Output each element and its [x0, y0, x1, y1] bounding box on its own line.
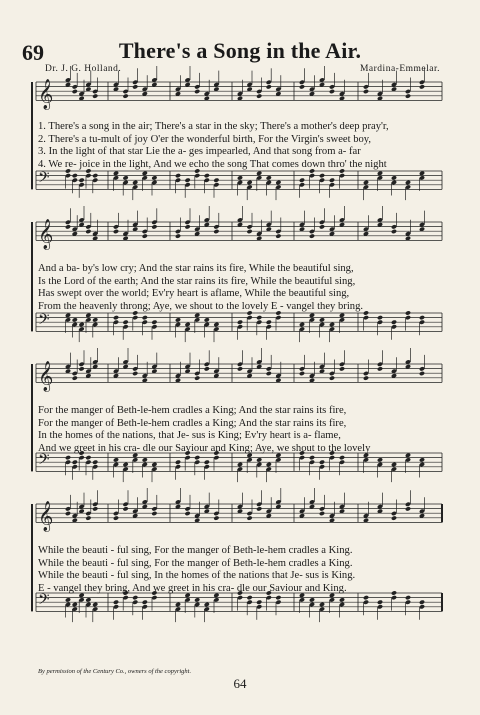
note-head — [391, 175, 397, 180]
note-head — [123, 320, 129, 325]
note-head — [185, 322, 191, 327]
bass-clef-icon: 𝄢 — [38, 310, 50, 332]
note-head — [319, 460, 325, 465]
lyric-line: 3. In the light of that star Lie the a- ges impearled, And that song from a- far — [38, 146, 361, 157]
note-head — [339, 313, 345, 318]
lyrics-system-4 — [38, 545, 458, 595]
note-head — [92, 460, 98, 465]
note-head — [79, 366, 85, 371]
lyric-line: For the manger of Beth-le-hem cradles a King; And the star rains its fire, — [38, 417, 347, 429]
note-head — [92, 93, 98, 98]
lyric-line: While the beauti - ful sing, For the manger of Beth-le-hem cradles a King. — [38, 557, 353, 569]
note-head — [405, 180, 411, 185]
note-head — [237, 175, 243, 180]
note-head — [405, 506, 411, 511]
note-head — [299, 371, 305, 376]
lyric-line: And we greet in his cra- dle our Saviour and King; Aye, we shout to the lovely — [38, 442, 371, 454]
note-head — [266, 371, 272, 376]
lyric-line: Has swept over the world; Ev'ry heart is aflame, While the beautiful sing, — [38, 288, 350, 299]
note-head — [79, 322, 85, 327]
note-head — [185, 511, 191, 516]
note-head — [266, 320, 272, 325]
copyright-note: By permission of the Century Co., owners of the copyright. — [38, 668, 192, 675]
note-head — [72, 173, 78, 178]
note-head — [151, 224, 157, 229]
lyric-line: 4. We re- joice in the light, And we echo the song That comes down thro' the night — [38, 158, 387, 170]
note-head — [363, 595, 369, 600]
note-head — [266, 175, 272, 180]
note-head — [391, 320, 397, 325]
note-head — [363, 89, 369, 94]
note-head — [65, 224, 71, 229]
note-head — [175, 460, 181, 465]
note-head — [113, 171, 119, 176]
bass-clef-icon: 𝄢 — [38, 450, 50, 472]
note-head — [237, 320, 243, 325]
note-head — [377, 315, 383, 320]
treble-clef-icon: 𝄞 — [38, 79, 54, 110]
author-credit: Dr. J. G. Holland. — [45, 64, 122, 74]
note-head — [363, 375, 369, 380]
note-head — [72, 460, 78, 465]
note-head — [256, 600, 262, 605]
note-head — [65, 455, 71, 460]
note-head — [405, 93, 411, 98]
note-head — [377, 600, 383, 605]
note-head — [85, 455, 91, 460]
note-head — [299, 322, 305, 327]
note-head — [72, 89, 78, 94]
note-head — [247, 180, 253, 185]
lyric-line: And a ba- by's low cry; And the star rains its fire, While the beautiful sing, — [38, 263, 354, 274]
note-head — [185, 224, 191, 229]
note-head — [319, 511, 325, 516]
note-head — [132, 371, 138, 376]
note-head — [309, 313, 315, 318]
note-head — [142, 600, 148, 605]
note-head — [175, 233, 181, 238]
lyric-line: 1. There's a song in the air; There's a star in the sky; There's a mother's deep pray'r, — [38, 121, 389, 132]
note-head — [391, 229, 397, 234]
note-head — [113, 315, 119, 320]
note-head — [92, 173, 98, 178]
note-head — [113, 457, 119, 462]
note-head — [256, 315, 262, 320]
note-head — [123, 175, 129, 180]
lyrics-system-1 — [38, 121, 458, 171]
lyric-line: 2. There's a tu-mult of joy O'er the wonderful birth, For the Virgin's sweet boy, — [38, 133, 372, 145]
note-head — [237, 462, 243, 467]
note-head — [204, 173, 210, 178]
note-head — [132, 84, 138, 89]
note-head — [213, 515, 219, 520]
note-head — [213, 229, 219, 234]
lyric-line: While the beauti - ful sing, For the manger of Beth-le-hem cradles a King. — [38, 545, 353, 556]
note-head — [339, 455, 345, 460]
note-head — [237, 366, 243, 371]
hymn-title: There's a Song in the Air. — [118, 38, 362, 63]
note-head — [329, 322, 335, 327]
note-head — [175, 317, 181, 322]
note-head — [204, 602, 210, 607]
note-head — [92, 602, 98, 607]
treble-clef-icon: 𝄞 — [38, 501, 54, 532]
note-head — [377, 366, 383, 371]
note-head — [185, 178, 191, 183]
note-head — [419, 600, 425, 605]
note-head — [247, 229, 253, 234]
note-head — [194, 89, 200, 94]
note-head — [377, 171, 383, 176]
lyrics-system-3 — [38, 405, 458, 455]
note-head — [319, 317, 325, 322]
note-head — [175, 602, 181, 607]
lyric-line: For the manger of Beth-le-hem cradles a King; And the star rains its fire, — [38, 405, 347, 416]
note-head — [309, 233, 315, 238]
note-head — [113, 515, 119, 520]
note-head — [142, 171, 148, 176]
note-head — [329, 89, 335, 94]
note-head — [309, 597, 315, 602]
note-head — [391, 515, 397, 520]
note-head — [85, 229, 91, 234]
note-head — [256, 93, 262, 98]
bass-clef-icon: 𝄢 — [38, 590, 50, 612]
lyrics-system-2 — [38, 263, 458, 313]
note-head — [339, 597, 345, 602]
note-head — [65, 313, 71, 318]
tune-credit: Mardina-Emmelar. — [359, 64, 440, 74]
note-head — [275, 180, 281, 185]
note-head — [419, 371, 425, 376]
note-head — [194, 597, 200, 602]
note-head — [194, 313, 200, 318]
note-head — [256, 506, 262, 511]
note-head — [266, 84, 272, 89]
note-head — [123, 506, 129, 511]
note-head — [123, 93, 129, 98]
note-head — [319, 602, 325, 607]
note-head — [204, 317, 210, 322]
note-head — [85, 515, 91, 520]
note-head — [329, 375, 335, 380]
note-head — [339, 366, 345, 371]
note-head — [151, 320, 157, 325]
treble-clef-icon: 𝄞 — [38, 361, 54, 392]
note-head — [213, 322, 219, 327]
lyric-line: While the beauti - ful sing, In the homes of the nations that Je- sus is King. — [38, 570, 356, 581]
note-head — [175, 173, 181, 178]
lyric-line: E - vangel they bring, And we greet in his cra- dle our Saviour and King. — [38, 582, 347, 594]
note-head — [309, 455, 315, 460]
note-head — [405, 595, 411, 600]
note-head — [72, 602, 78, 607]
note-head — [419, 84, 425, 89]
note-head — [329, 178, 335, 183]
note-head — [151, 511, 157, 516]
note-head — [85, 597, 91, 602]
note-head — [142, 457, 148, 462]
note-head — [275, 595, 281, 600]
note-head — [247, 515, 253, 520]
note-head — [256, 171, 262, 176]
note-head — [72, 317, 78, 322]
note-head — [113, 229, 119, 234]
hymn-number: 69 — [22, 40, 44, 65]
note-head — [391, 462, 397, 467]
page-number: 64 — [233, 676, 247, 691]
note-head — [85, 313, 91, 318]
note-head — [65, 511, 71, 516]
note-head — [151, 462, 157, 467]
note-head — [142, 233, 148, 238]
note-head — [65, 597, 71, 602]
note-head — [92, 506, 98, 511]
note-head — [123, 462, 129, 467]
note-head — [204, 366, 210, 371]
note-head — [72, 375, 78, 380]
note-head — [419, 457, 425, 462]
note-head — [194, 375, 200, 380]
note-head — [419, 315, 425, 320]
note-head — [319, 224, 325, 229]
note-head — [319, 173, 325, 178]
note-head — [142, 315, 148, 320]
note-head — [275, 233, 281, 238]
treble-clef-icon: 𝄞 — [38, 219, 54, 250]
note-head — [132, 180, 138, 185]
note-head — [151, 175, 157, 180]
note-head — [256, 457, 262, 462]
note-head — [299, 178, 305, 183]
note-head — [247, 595, 253, 600]
note-head — [363, 180, 369, 185]
lyric-line: Is the Lord of the earth; And the star rains its fire, While the beautiful sing, — [38, 275, 356, 287]
note-head — [79, 178, 85, 183]
note-head — [194, 455, 200, 460]
note-head — [213, 178, 219, 183]
note-head — [92, 317, 98, 322]
note-head — [299, 84, 305, 89]
lyric-line: From the heavenly throng; Aye, we shout to the lovely E - vangel they bring. — [38, 300, 364, 312]
note-head — [419, 171, 425, 176]
lyric-line: In the homes of the nations, that Je- sus is King; Ev'ry heart is a- flame, — [38, 430, 341, 441]
note-head — [113, 600, 119, 605]
note-head — [204, 460, 210, 465]
note-head — [377, 457, 383, 462]
bass-clef-icon: 𝄢 — [38, 168, 50, 190]
note-head — [132, 595, 138, 600]
note-head — [266, 462, 272, 467]
